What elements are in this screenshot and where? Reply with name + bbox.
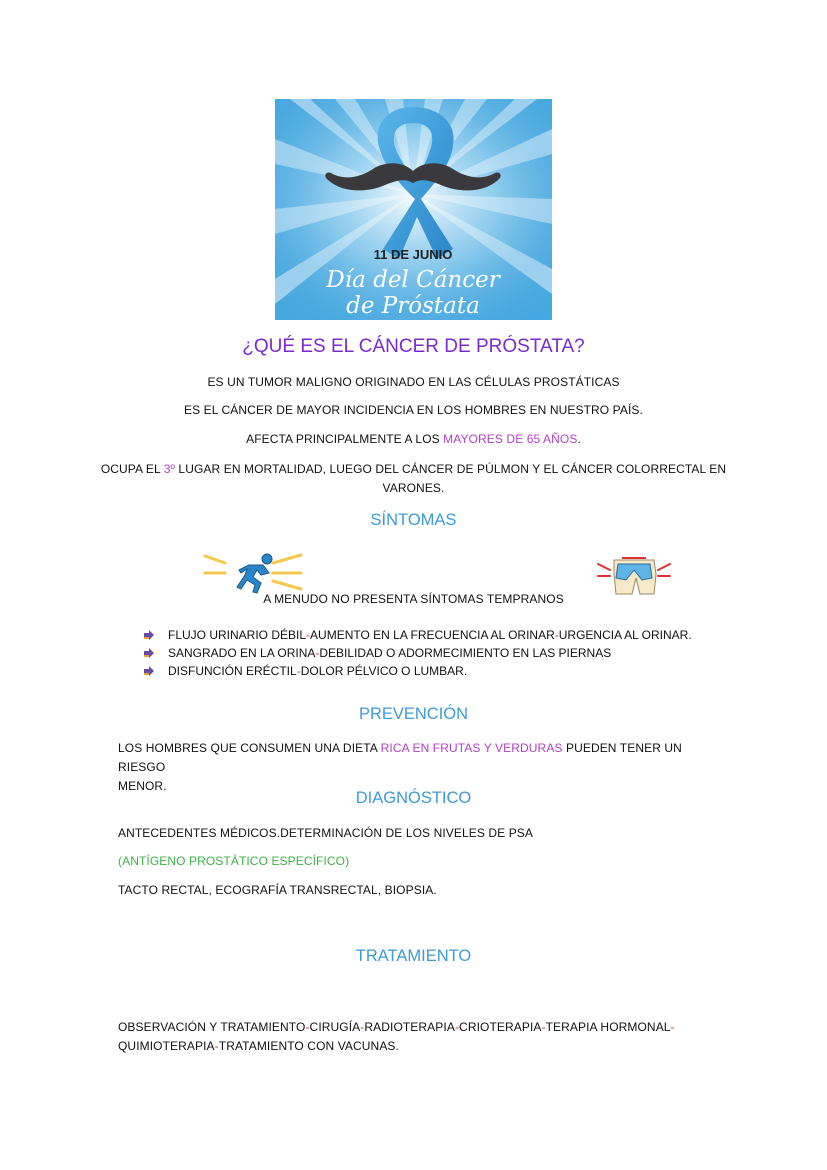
separator: - <box>454 1020 460 1034</box>
poster-graphic <box>275 99 552 320</box>
prevention-pre: LOS HOMBRES QUE CONSUMEN UNA DIETA <box>118 741 381 755</box>
separator: - <box>214 1039 219 1053</box>
treatment-item-4: CRIOTERAPIA <box>459 1020 542 1034</box>
rank-highlight: 3º <box>163 462 175 476</box>
running-man-icon <box>203 551 303 595</box>
diet-highlight: RICA EN FRUTAS Y VERDURAS <box>380 741 563 755</box>
separator: - <box>315 646 320 660</box>
bullet-arrow-icon <box>143 629 155 641</box>
poster-line1: Día del Cáncer <box>326 267 500 293</box>
bullet-arrow-icon <box>143 647 155 659</box>
prevention-text <box>118 739 718 796</box>
treatment-item-7: TRATAMIENTO CON VACUNAS. <box>218 1039 399 1053</box>
treatment-item-6: QUIMIOTERAPIA <box>118 1039 215 1053</box>
separator: - <box>305 1020 310 1034</box>
awareness-poster <box>275 99 552 320</box>
treatment-item-5: TERAPIA HORMONAL <box>545 1020 671 1034</box>
treatment-item-3: RADIOTERAPIA <box>364 1020 455 1034</box>
separator: - <box>306 628 311 642</box>
diagnosis-heading: DIAGNÓSTICO <box>355 789 472 807</box>
list-item <box>143 662 743 680</box>
poster-date: 11 DE JUNIO <box>373 247 453 262</box>
intro-line-3-post: . <box>577 432 581 446</box>
separator: - <box>554 628 559 642</box>
list-item <box>143 644 743 662</box>
symptom-2b: DEBILIDAD O ADORMECIMIENTO EN LAS PIERNAS <box>319 646 612 660</box>
treatment-text <box>118 1018 718 1056</box>
age-highlight: MAYORES DE 65 AÑOS <box>443 432 578 446</box>
separator: - <box>670 1020 675 1034</box>
intro-line-1: ES UN TUMOR MALIGNO ORIGINADO EN LAS CÉLULAS PROSTÁTICAS <box>207 375 620 389</box>
intro-line-4-cont: VARONES. <box>382 481 445 495</box>
diagnosis-line-1: ANTECEDENTES MÉDICOS.DETERMINACIÓN DE LOS NIVELES DE PSA <box>118 826 534 840</box>
prevention-cont: MENOR. <box>118 779 167 793</box>
list-item <box>143 626 743 644</box>
treatment-item-2: CIRUGÍA <box>309 1020 361 1034</box>
intro-line-4-post: LUGAR EN MORTALIDAD, LUEGO DEL CÁNCER DE PÚLMON Y EL CÁNCER COLORRECTAL EN <box>175 462 727 476</box>
separator: - <box>541 1020 546 1034</box>
symptom-1b: AUMENTO EN LA FRECUENCIA AL ORINAR <box>310 628 555 642</box>
page-title: ¿QUÉ ES EL CÁNCER DE PRÓSTATA? <box>242 336 585 357</box>
intro-line-3 <box>0 430 827 449</box>
intro-line-3-pre: AFECTA PRINCIPALMENTE A LOS <box>246 432 444 446</box>
separator: - <box>296 664 301 678</box>
symptom-3a: DISFUNCIÓN ERÉCTIL <box>168 664 297 678</box>
diagnosis-line-3: TACTO RECTAL, ECOGRAFÍA TRANSRECTAL, BIOPSIA. <box>118 883 437 897</box>
intro-line-2: ES EL CÁNCER DE MAYOR INCIDENCIA EN LOS HOMBRES EN NUESTRO PAÍS. <box>184 403 643 417</box>
symptom-1c: URGENCIA AL ORINAR. <box>558 628 692 642</box>
symptom-3b: DOLOR PÉLVICO O LUMBAR. <box>300 664 468 678</box>
separator: - <box>360 1020 365 1034</box>
symptoms-note: A MENUDO NO PRESENTA SÍNTOMAS TEMPRANOS <box>263 592 564 606</box>
symptom-2a: SANGRADO EN LA ORINA <box>168 646 316 660</box>
symptoms-list <box>143 626 743 680</box>
prevention-heading: PREVENCIÓN <box>358 705 469 723</box>
intro-line-4-pre: OCUPA EL <box>100 462 164 476</box>
treatment-heading: TRATAMIENTO <box>355 947 472 965</box>
bullet-arrow-icon <box>143 665 155 677</box>
symptom-1a: FLUJO URINARIO DÉBIL <box>168 628 307 642</box>
treatment-item-1: OBSERVACIÓN Y TRATAMIENTO <box>118 1020 306 1034</box>
diagnosis-line-2: (ANTÍGENO PROSTÁTICO ESPECÍFICO) <box>118 854 350 868</box>
intro-line-4 <box>0 460 827 479</box>
poster-line2: de Próstata <box>346 293 480 319</box>
prevention-post: PUEDEN TENER UN RIESGO <box>118 741 682 774</box>
symptoms-heading: SÍNTOMAS <box>370 511 457 529</box>
